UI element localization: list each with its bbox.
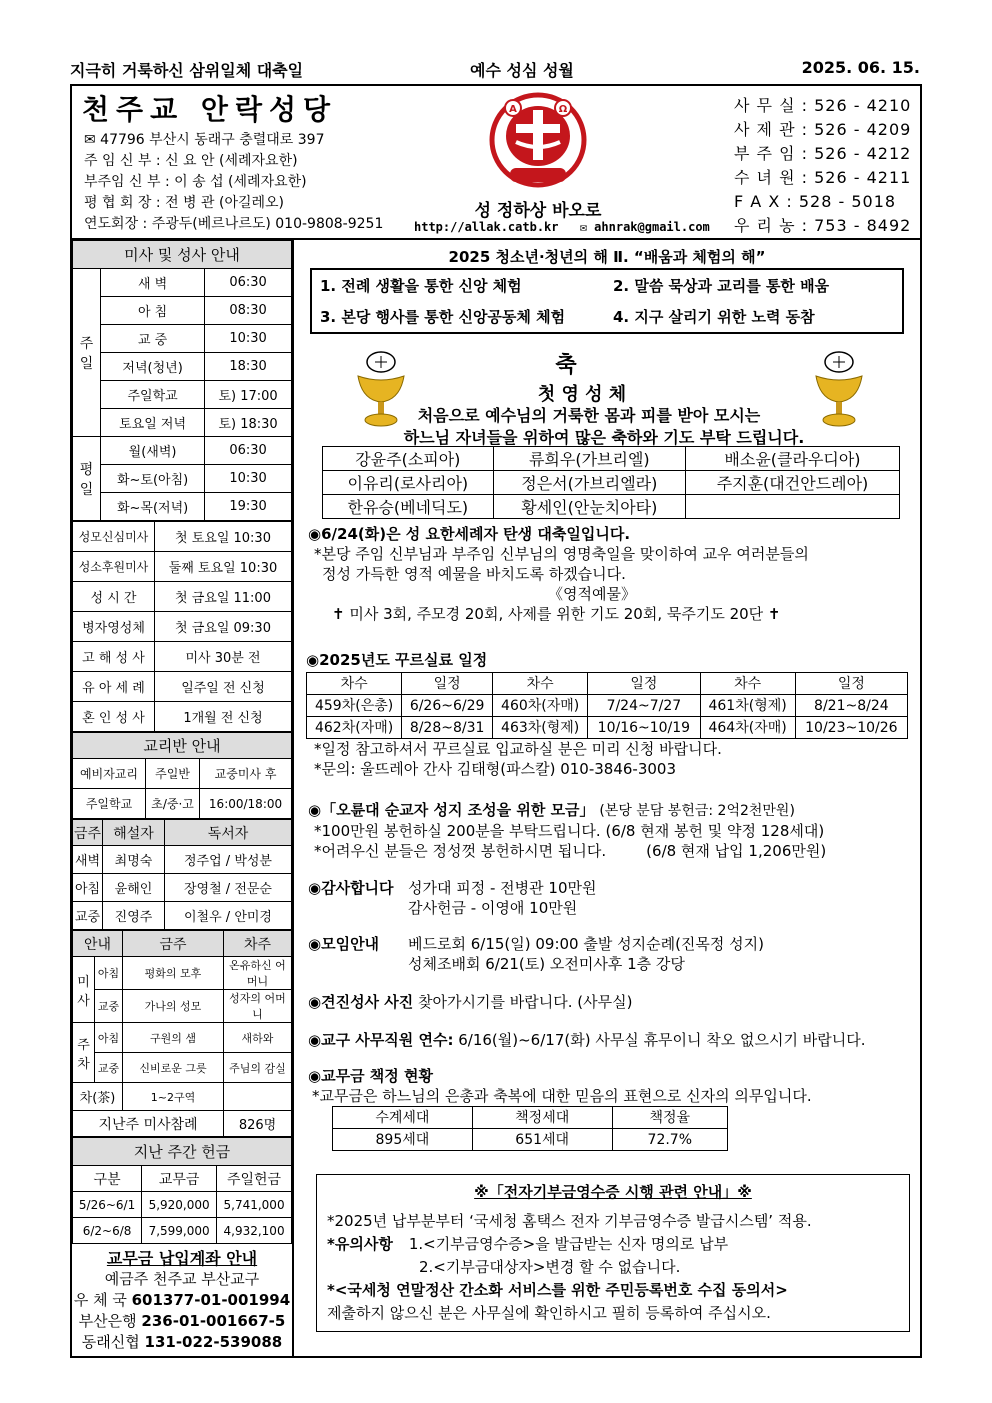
reader-mass: 아침 xyxy=(73,874,103,902)
phone-office: 사 무 실 : 526 - 4210 xyxy=(734,96,912,115)
box-title: ※「전자기부금영수증 시행 관련 안내」※ xyxy=(474,1183,752,1201)
sacrament-name: 고 해 성 사 xyxy=(73,642,155,672)
weekday-label: 평일 xyxy=(73,437,101,521)
notice-title: ◉교무금 책정 현황 xyxy=(308,1067,433,1085)
assistant-pastor: 부주임 신 부 : 이 송 섭 (세례자요한) xyxy=(84,174,307,190)
notice-text: *어려우신 분들은 정성껏 봉헌하시면 됩니다. xyxy=(314,842,607,860)
offering-period: 6/2~6/8 xyxy=(73,1218,142,1244)
account-number: 601377-01-001994 xyxy=(131,1291,291,1309)
cursillo-head: 일정 xyxy=(402,673,493,695)
sacrament-time: 1개월 전 신청 xyxy=(155,702,292,732)
parish-logo-icon xyxy=(486,92,590,192)
song-head: 차주 xyxy=(224,931,292,957)
mass-name: 아 침 xyxy=(101,297,205,325)
attendance-count: 826명 xyxy=(224,1111,292,1137)
notice-title: ◉교구 사무직원 연수: xyxy=(308,1031,454,1049)
reader-mass: 새벽 xyxy=(73,846,103,874)
lectors: 장영철 / 전문순 xyxy=(165,874,292,902)
notice-confirmation xyxy=(308,992,632,1012)
notice-baptist xyxy=(308,524,809,624)
tithe-value: 72.7% xyxy=(612,1129,727,1151)
cursillo-head: 차수 xyxy=(307,673,402,695)
tea-label: 차(茶) xyxy=(73,1083,123,1111)
notice-line: *100만원 봉헌하실 200분을 부탁드립니다. (6/8 현재 봉헌 및 약정 128세대) xyxy=(314,822,825,840)
sacrament-time: 첫 토요일 10:30 xyxy=(155,522,292,552)
account-row xyxy=(72,1311,292,1332)
song-next-week: 온유하신 어머니 xyxy=(224,957,292,990)
commentator: 윤해인 xyxy=(103,874,165,902)
song-slot: 교중 xyxy=(95,1053,123,1083)
year-title: 2025 청소년·청년의 해 Ⅱ. “배움과 체험의 해” xyxy=(448,248,766,266)
offering-head: 주일헌금 xyxy=(217,1166,292,1192)
box-line: *<국세청 연말정산 간소화 서비스를 위한 주민등록번호 수집 동의서> xyxy=(327,1281,788,1299)
cursillo-head: 일정 xyxy=(588,673,700,695)
song-next-week: 주님의 감실 xyxy=(224,1053,292,1083)
cursillo-cell: 460차(자매) xyxy=(493,695,588,717)
sacrament-time: 미사 30분 전 xyxy=(155,642,292,672)
notice-line: *교무금은 하느님의 은총과 축복에 대한 믿음의 표현으로 신자의 의무입니다. xyxy=(312,1087,812,1105)
tithe-head: 책정세대 xyxy=(472,1107,612,1129)
cursillo-cell: 461차(형제) xyxy=(700,695,795,717)
song-this-week: 가나의 성모 xyxy=(123,990,224,1023)
communicant-name: 이유리(로사리아) xyxy=(323,471,494,495)
notice-line: *본당 주임 신부님과 부주임 신부님의 영명축일을 맞이하여 교우 여러분들의 xyxy=(314,545,809,563)
mass-time: 토) 17:00 xyxy=(205,381,292,409)
notice-title: ◉6/24(화)은 성 요한세례자 탄생 대축일입니다. xyxy=(308,525,631,543)
notice-line: 정성 가득한 영적 예물을 바치도록 하겠습니다. xyxy=(322,565,626,583)
commentator: 진영주 xyxy=(103,902,165,930)
account-info xyxy=(72,1244,292,1353)
communicant-name: 배소윤(클라우디아) xyxy=(685,447,899,471)
mass-time: 10:30 xyxy=(205,465,292,493)
notice-title: ◉「오륜대 순교자 성지 조성을 위한 모금」 xyxy=(308,801,595,819)
cursillo-cell: 464차(자매) xyxy=(700,717,795,739)
tea-blank xyxy=(224,1083,292,1111)
communicant-name: 한유승(베네딕도) xyxy=(323,495,494,519)
reader-head: 독서자 xyxy=(165,820,292,846)
cursillo-cell: 463차(형제) xyxy=(493,717,588,739)
notice-tithe xyxy=(308,1066,812,1151)
song-this-week: 신비로운 그릇 xyxy=(123,1053,224,1083)
top-line xyxy=(70,58,920,82)
account-number: 236-01-001667-5 xyxy=(141,1312,286,1330)
mass-time: 18:30 xyxy=(205,353,292,381)
mass-name: 새 벽 xyxy=(101,269,205,297)
parish-name: 천주교 안락성당 xyxy=(82,93,338,126)
cursillo-cell: 10/23~10/26 xyxy=(795,717,907,739)
website-link[interactable]: http://allak.catb.kr xyxy=(414,220,559,234)
notice-title: ◉견진성사 사진 xyxy=(308,993,414,1011)
cursillo-cell: 7/24~7/27 xyxy=(588,695,700,717)
catechism-class: 주일학교 xyxy=(73,789,146,819)
parish-info xyxy=(84,130,383,235)
song-next-week: 새하와 xyxy=(224,1023,292,1053)
notice-text: (6/8 현재 납입 1,206만원) xyxy=(646,842,827,860)
communicant-names xyxy=(322,446,900,519)
offering-tithe: 7,599,000 xyxy=(142,1218,217,1244)
account-title: 교무금 납입계좌 안내 xyxy=(106,1249,258,1268)
mass-name: 화~토(아침) xyxy=(101,465,205,493)
song-slot: 아침 xyxy=(95,1023,123,1053)
song-this-week: 평화의 모후 xyxy=(123,957,224,990)
sacrament-name: 성모신심미사 xyxy=(73,522,155,552)
cursillo-cell: 462차(자매) xyxy=(307,717,402,739)
communicant-name xyxy=(685,495,899,519)
notice-subtitle: (본당 분담 봉헌금: 2억2천만원) xyxy=(599,803,795,819)
phone-assistant: 부 주 임 : 526 - 4212 xyxy=(734,144,912,163)
mass-time: 08:30 xyxy=(205,297,292,325)
notice-line: ✝ 미사 3회, 주모경 20회, 사제를 위한 기도 20회, 묵주기도 20단 ✝ xyxy=(332,605,781,623)
catechism-time: 16:00/18:00 xyxy=(200,789,292,819)
song-week-label: 주차 xyxy=(73,1023,95,1083)
notice-title: ◉2025년도 꾸르실료 일정 xyxy=(306,651,488,669)
sunday-label: 주일 xyxy=(73,269,101,437)
communicant-name: 강윤주(소피아) xyxy=(323,447,494,471)
communicant-name: 황세인(안눈치아타) xyxy=(493,495,685,519)
offering-table xyxy=(72,1137,292,1244)
lectors: 정주업 / 박성분 xyxy=(165,846,292,874)
cursillo-cell: 6/26~6/29 xyxy=(402,695,493,717)
catechism-title: 교리반 안내 xyxy=(73,733,292,759)
mass-title: 미사 및 성사 안내 xyxy=(73,241,292,269)
reader-head: 해설자 xyxy=(103,820,165,846)
offering-title: 지난 주간 헌금 xyxy=(73,1138,292,1166)
offering-sunday: 4,932,100 xyxy=(217,1218,292,1244)
first-communion-message: 하느님 자녀들을 위하여 많은 축하와 기도 부탁 드립니다. xyxy=(403,428,805,447)
mass-name: 주일학교 xyxy=(101,381,205,409)
notice-meetings xyxy=(308,934,764,974)
goal: 4. 지구 살리기 위한 노력 동참 xyxy=(613,308,815,326)
reader-table xyxy=(72,819,292,930)
mass-name: 저녁(청년) xyxy=(101,353,205,381)
catechism-table xyxy=(72,732,292,819)
notice-line: *일정 참고하셔서 꾸르실료 입교하실 분은 미리 신청 바랍니다. xyxy=(314,740,722,758)
mass-time: 06:30 xyxy=(205,437,292,465)
mass-time: 19:30 xyxy=(205,493,292,521)
first-communion-message: 처음으로 예수님의 거룩한 몸과 피를 받아 모시는 xyxy=(417,406,761,425)
notice-line: 성가대 피정 - 전병관 10만원 xyxy=(408,879,597,897)
cursillo-section xyxy=(306,650,908,779)
communicant-name: 주지훈(대건안드레아) xyxy=(685,471,899,495)
catechism-group: 주일반 xyxy=(146,759,200,789)
tithe-head: 책정율 xyxy=(612,1107,727,1129)
notice-line xyxy=(308,841,826,861)
mass-schedule-table xyxy=(72,240,292,521)
tithe-table xyxy=(332,1106,728,1151)
cursillo-table xyxy=(306,672,908,739)
cursillo-cell: 8/21~8/24 xyxy=(795,695,907,717)
account-bank: 우 체 국 xyxy=(73,1291,127,1309)
offering-period: 5/26~6/1 xyxy=(73,1192,142,1218)
tithe-value: 895세대 xyxy=(333,1129,473,1151)
left-sidebar xyxy=(72,240,292,1353)
tithe-value: 651세대 xyxy=(472,1129,612,1151)
sacrament-name: 성 시 간 xyxy=(73,582,155,612)
mass-name: 토요일 저녁 xyxy=(101,409,205,437)
cursillo-head: 차수 xyxy=(493,673,588,695)
celebration-badge: 축 xyxy=(555,353,577,378)
song-next-week: 성자의 어머니 xyxy=(224,990,292,1023)
account-row xyxy=(72,1290,292,1311)
phone-rectory: 사 제 관 : 526 - 4209 xyxy=(734,120,912,139)
phone-urinong: 우 리 농 : 753 - 8492 xyxy=(734,216,912,235)
box-line: 제출하지 않으신 분은 사무실에 확인하시고 필히 등록하여 주십시오. xyxy=(327,1304,771,1322)
song-slot: 교중 xyxy=(95,990,123,1023)
sacrament-time: 첫 금요일 09:30 xyxy=(155,612,292,642)
phone-list xyxy=(734,94,911,238)
tea-group: 1~2구역 xyxy=(123,1083,224,1111)
box-line xyxy=(327,1233,899,1256)
region-leader: 연도회장 : 주광두(베르나르도) 010-9808-9251 xyxy=(84,216,384,232)
account-number: 131-022-539088 xyxy=(144,1333,283,1351)
contact-web xyxy=(414,220,710,234)
communicant-name: 류희우(가브리엘) xyxy=(493,447,685,471)
reader-head: 금주 xyxy=(73,820,103,846)
sacrament-name: 성소후원미사 xyxy=(73,552,155,582)
catechism-class: 예비자교리 xyxy=(73,759,146,789)
sacrament-time: 첫 금요일 11:00 xyxy=(155,582,292,612)
communicant-name: 정은서(가브리엘라) xyxy=(493,471,685,495)
mass-name: 월(새벽) xyxy=(101,437,205,465)
song-table xyxy=(72,930,292,1137)
cursillo-cell: 459차(은총) xyxy=(307,695,402,717)
catechism-group: 초/중·고 xyxy=(146,789,200,819)
catechism-time: 교중미사 후 xyxy=(200,759,292,789)
sacrament-name: 혼 인 성 사 xyxy=(73,702,155,732)
goals-table xyxy=(310,268,904,334)
notice-line: 베드로회 6/15(일) 09:00 출발 성지순례(진목정 성지) xyxy=(408,935,765,953)
reader-mass: 교중 xyxy=(73,902,103,930)
pastor: 주 임 신 부 : 신 요 안 (세례자요한) xyxy=(84,153,298,169)
email-link[interactable]: ✉ ahnrak@gmail.com xyxy=(579,220,710,234)
offering-tithe: 5,920,000 xyxy=(142,1192,217,1218)
lectors: 이철우 / 안미경 xyxy=(165,902,292,930)
phone-fax: F A X : 528 - 5018 xyxy=(734,192,897,211)
account-number: 천주교 부산교구 xyxy=(153,1270,260,1288)
box-caution-label: *유의사항 xyxy=(327,1235,393,1253)
song-head: 안내 xyxy=(73,931,123,957)
commentator: 최명숙 xyxy=(103,846,165,874)
mass-time: 06:30 xyxy=(205,269,292,297)
notice-line: 《영적예물》 xyxy=(548,585,636,603)
offering-head: 교무금 xyxy=(142,1166,217,1192)
notice-shrine xyxy=(308,800,826,861)
goal: 1. 전례 생활을 통한 신앙 체험 xyxy=(320,277,522,295)
offering-sunday: 5,741,000 xyxy=(217,1192,292,1218)
offering-head: 구분 xyxy=(73,1166,142,1192)
account-bank: 예금주 xyxy=(104,1270,149,1288)
goal: 3. 본당 행사를 통한 신앙공동체 체험 xyxy=(320,308,566,326)
header xyxy=(72,86,920,240)
cursillo-head: 일정 xyxy=(795,673,907,695)
cursillo-cell: 10/16~10/19 xyxy=(588,717,700,739)
box-text: 1.<기부금영수증>을 발급받는 신자 명의로 납부 xyxy=(408,1235,729,1253)
sacrament-name: 병자영성체 xyxy=(73,612,155,642)
address: ✉ 47796 부산시 동래구 충렬대로 397 xyxy=(84,132,325,148)
mass-time: 10:30 xyxy=(205,325,292,353)
sacrament-time: 일주일 전 신청 xyxy=(155,672,292,702)
mass-name: 화~목(저녁) xyxy=(101,493,205,521)
sacrament-name: 유 아 세 례 xyxy=(73,672,155,702)
council-president: 평 협 회 장 : 전 병 관 (아길레오) xyxy=(84,195,285,211)
svg-text:A: A xyxy=(509,104,517,115)
patron-saint: 성 정하상 바오로 xyxy=(474,201,602,221)
account-bank: 부산은행 xyxy=(78,1312,137,1330)
main-content xyxy=(292,240,920,1356)
notice-staff-training xyxy=(308,1030,866,1050)
account-row xyxy=(72,1269,292,1290)
notice-line: 6/16(월)~6/17(화) 사무실 휴무이니 착오 없으시기 바랍니다. xyxy=(458,1031,866,1049)
notice-line: 감사헌금 - 이영애 10만원 xyxy=(408,899,578,917)
cursillo-cell: 8/28~8/31 xyxy=(402,717,493,739)
notice-line: *문의: 울뜨레아 간사 김태형(파스칼) 010-3846-3003 xyxy=(314,760,676,778)
cursillo-head: 차수 xyxy=(700,673,795,695)
sacrament-table xyxy=(72,521,292,732)
box-line: *2025년 납부분부터 ‘국세청 홈택스 전자 기부금영수증 발급시스템’ 적용. xyxy=(327,1212,812,1230)
account-bank: 동래신협 xyxy=(81,1333,140,1351)
song-mass-label: 미사 xyxy=(73,957,95,1023)
feast-title: 지극히 거룩하신 삼위일체 대축일 xyxy=(70,61,304,80)
phone-convent: 수 녀 원 : 526 - 4211 xyxy=(734,168,912,187)
attendance-label: 지난주 미사참례 xyxy=(73,1111,224,1137)
month-title: 예수 성심 성월 xyxy=(470,61,574,80)
tithe-head: 수계세대 xyxy=(333,1107,473,1129)
svg-text:Ω: Ω xyxy=(558,104,568,115)
song-head: 금주 xyxy=(123,931,224,957)
sacrament-time: 둘째 토요일 10:30 xyxy=(155,552,292,582)
bulletin-date: 2025. 06. 15. xyxy=(801,58,920,77)
goal: 2. 말씀 묵상과 교리를 통한 배움 xyxy=(613,277,830,295)
mass-name: 교 중 xyxy=(101,325,205,353)
notice-thanks xyxy=(308,878,596,918)
first-communion-title: 첫 영 성 체 xyxy=(537,384,627,405)
song-this-week: 구원의 샘 xyxy=(123,1023,224,1053)
box-line: 2.<기부금대상자>변경 할 수 없습니다. xyxy=(419,1258,681,1276)
notice-title: ◉감사합니다 xyxy=(308,879,394,897)
notice-line: 성체조배회 6/21(토) 오전미사후 1층 강당 xyxy=(408,955,685,973)
song-slot: 아침 xyxy=(95,957,123,990)
e-receipt-box xyxy=(316,1174,910,1332)
bulletin-frame xyxy=(70,84,922,1358)
notice-line: 찾아가시기를 바랍니다. (사무실) xyxy=(418,993,633,1011)
mass-time: 토) 18:30 xyxy=(205,409,292,437)
notice-title: ◉모임안내 xyxy=(308,935,380,953)
account-row xyxy=(72,1332,292,1353)
